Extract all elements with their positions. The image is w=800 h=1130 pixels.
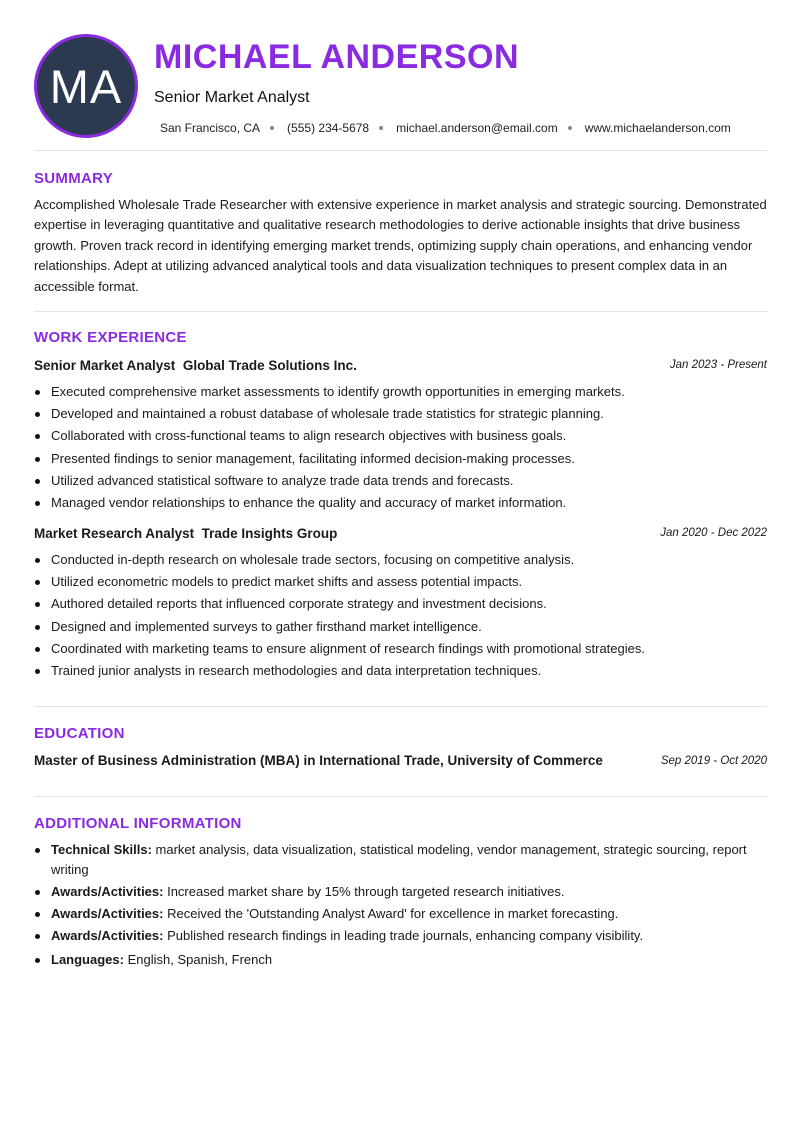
list-item: Developed and maintained a robust database of wholesale trade statistics for strategic planning. (34, 403, 767, 425)
info-label: Technical Skills: (51, 842, 152, 857)
list-item: Trained junior analysts in research methodologies and data interpretation techniques. (34, 660, 767, 682)
separator-dot-icon (379, 126, 383, 130)
job-title-line (34, 526, 337, 541)
list-item (34, 840, 767, 880)
list-item: Managed vendor relationships to enhance the quality and accuracy of market information. (34, 492, 767, 514)
list-item (34, 882, 767, 902)
avatar-initials: MA (49, 59, 123, 113)
info-text: Received the 'Outstanding Analyst Award' for excellence in market forecasting. (167, 906, 619, 921)
list-item: Collaborated with cross-functional teams to align research objectives with business goals. (34, 425, 767, 447)
job-company: Trade Insights Group (201, 526, 338, 541)
job-bullets (34, 381, 767, 514)
education-date: Sep 2019 - Oct 2020 (660, 755, 767, 767)
job-header (34, 358, 767, 376)
list-item: Conducted in-depth research on wholesale trade sectors, focusing on competitive analysis. (34, 549, 767, 571)
list-item (34, 904, 767, 924)
resume-header (34, 34, 767, 138)
education-entry (34, 753, 767, 773)
info-text: Published research findings in leading trade journals, enhancing company visibility. (167, 928, 644, 943)
job-date: Jan 2020 - Dec 2022 (660, 527, 767, 539)
list-item: Executed comprehensive market assessments to identify growth opportunities in emerging markets. (34, 381, 767, 403)
job-title-line (34, 358, 357, 373)
list-item (34, 926, 767, 946)
section-divider (34, 706, 767, 707)
list-item (34, 950, 767, 970)
info-text: Increased market share by 15% through targeted research initiatives. (167, 884, 565, 899)
info-label: Awards/Activities: (51, 928, 164, 943)
info-label: Awards/Activities: (51, 906, 164, 921)
separator-dot-icon (270, 126, 274, 130)
contact-phone: (555) 234-5678 (287, 121, 370, 135)
contact-info (160, 121, 731, 135)
work-experience-heading: WORK EXPERIENCE (34, 329, 187, 346)
contact-email[interactable]: michael.anderson@email.com (396, 121, 558, 135)
avatar (34, 34, 138, 138)
additional-info-list (34, 840, 767, 972)
contact-website[interactable]: www.michaelanderson.com (584, 121, 731, 135)
info-text: market analysis, data visualization, statistical modeling, vendor management, strategic sourcing, report writing (51, 842, 747, 877)
info-text: English, Spanish, French (127, 952, 273, 967)
candidate-role: Senior Market Analyst (154, 89, 310, 106)
info-label: Awards/Activities: (51, 884, 164, 899)
additional-info-heading: ADDITIONAL INFORMATION (34, 815, 242, 832)
list-item: Authored detailed reports that influenced corporate strategy and investment decisions. (34, 593, 767, 615)
job-company: Global Trade Solutions Inc. (182, 358, 357, 373)
job-header (34, 526, 767, 544)
list-item: Utilized econometric models to predict market shifts and assess potential impacts. (34, 571, 767, 593)
job-position: Market Research Analyst (34, 526, 195, 541)
section-divider (34, 150, 767, 151)
info-label: Languages: (51, 952, 124, 967)
summary-text: Accomplished Wholesale Trade Researcher with extensive experience in market analysis and strategic sourcing. Demonstrated expertise in leveraging quantitative and qualitative research methodologies to derive actionable insights that drive business growth. Proven track record in identifying emerging market trends, optimizing supply chain operations, and enhancing vendor relationships. Adept at utilizing advanced analytical tools and data visualization techniques to present complex data in an accessible format. (34, 197, 767, 294)
section-divider (34, 796, 767, 797)
job-date: Jan 2023 - Present (669, 359, 767, 371)
job-bullets (34, 549, 767, 682)
list-item: Designed and implemented surveys to gather firsthand market intelligence. (34, 616, 767, 638)
summary-heading: SUMMARY (34, 170, 114, 187)
separator-dot-icon (568, 126, 572, 130)
education-degree: Master of Business Administration (MBA) in International Trade, University of Commerce (34, 753, 603, 768)
list-item: Utilized advanced statistical software to analyze trade data trends and forecasts. (34, 470, 767, 492)
list-item: Coordinated with marketing teams to ensure alignment of research findings with promotional strategies. (34, 638, 767, 660)
contact-location: San Francisco, CA (160, 121, 261, 135)
list-item: Presented findings to senior management, facilitating informed decision-making processes. (34, 448, 767, 470)
section-divider (34, 311, 767, 312)
education-heading: EDUCATION (34, 725, 125, 742)
job-position: Senior Market Analyst (34, 358, 176, 373)
candidate-name: MICHAEL ANDERSON (154, 38, 520, 76)
